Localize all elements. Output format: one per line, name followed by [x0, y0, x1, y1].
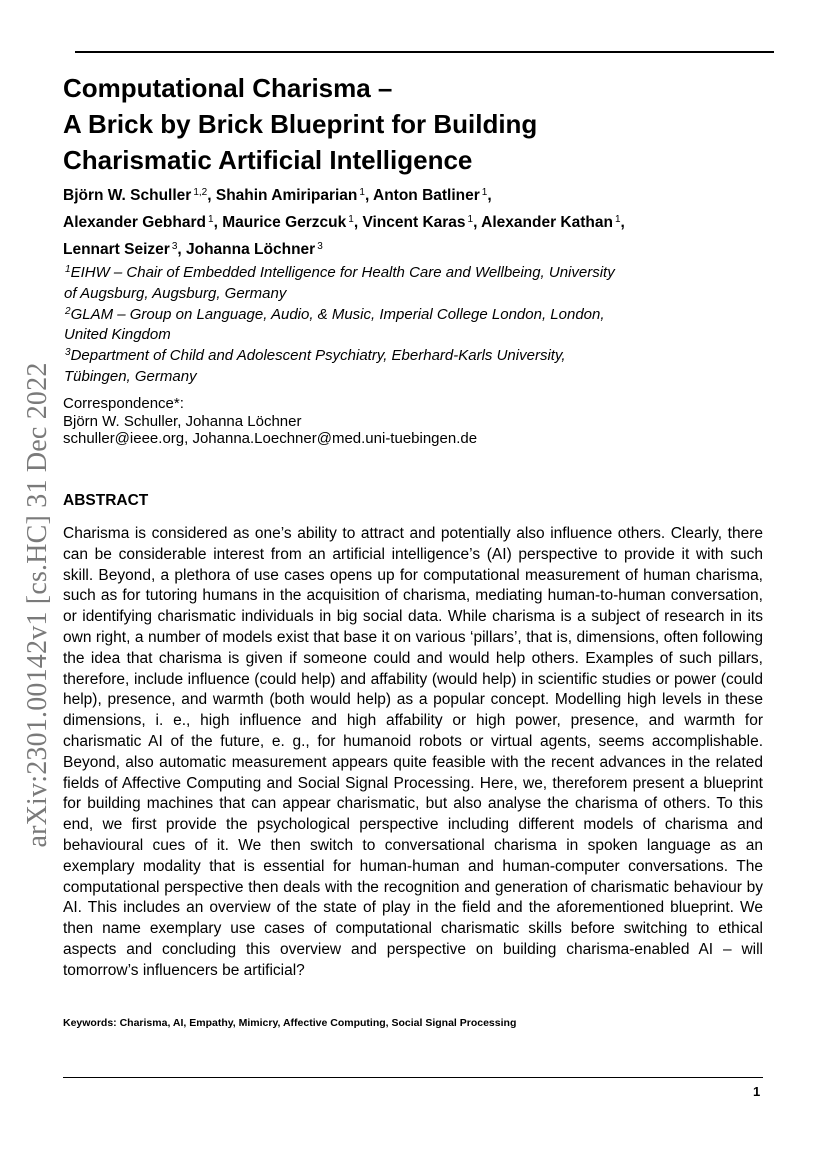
correspondence-label: Correspondence*:: [63, 395, 184, 412]
title-line-1: Computational Charisma –: [63, 73, 393, 103]
arxiv-stamp-text: arXiv:2301.00142v1 [cs.HC] 31 Dec 2022: [22, 362, 53, 848]
author-name: Maurice Gerzcuk: [222, 214, 347, 231]
footer-rule: [63, 1077, 763, 1078]
correspondence-emails: schuller@ieee.org, Johanna.Loechner@med.uni-tuebingen.de: [63, 430, 478, 447]
author-affil-mark: 3: [317, 241, 323, 252]
author-name: Alexander Gebhard: [63, 214, 206, 231]
author-name: Björn W. Schuller: [63, 187, 192, 204]
author-affil-mark: 1: [348, 214, 354, 225]
author-affil-mark: 3: [171, 241, 178, 252]
affiliation-number: 2: [65, 305, 71, 317]
title-line-2: A Brick by Brick Blueprint for Building: [63, 109, 538, 139]
author-affil-mark: 1: [614, 214, 621, 225]
author-affil-mark: 1: [467, 214, 474, 225]
author-name: Alexander Kathan: [481, 214, 613, 231]
author-name: Shahin Amiriparian: [215, 187, 358, 204]
paper-title: [63, 70, 763, 178]
author-affil-mark: 1: [359, 187, 365, 198]
author-affil-mark: 1: [481, 187, 488, 198]
correspondence-names: Björn W. Schuller, Johanna Löchner: [63, 412, 302, 430]
affiliation-1: $^1$EIHW – Chair of Embedded Intelligence for Health Care and Wellbeing, University of Augsburg, Augsburg, Germany: [64, 264, 615, 302]
author-name: Lennart Seizer: [63, 241, 170, 258]
author-affil-mark: 1,2: [193, 187, 208, 198]
affiliation-number: 1: [65, 264, 71, 275]
author-line-1: Björn W. Schuller $^{1,2}$, Shahin Amiriparian $^1$, Anton Batliner $^1$,: [63, 187, 492, 204]
author-name: Anton Batliner: [373, 187, 480, 204]
author-affil-mark: 1: [208, 214, 214, 225]
author-line-2: Alexander Gebhard $^1$, Maurice Gerzcuk $^1$, Vincent Karas $^1$, Alexander Kathan $^1$,: [63, 214, 625, 231]
author-line-3: Lennart Seizer $^3$, Johanna Löchner $^3$: [63, 241, 323, 258]
affiliations: [63, 263, 763, 388]
author-name: Johanna Löchner: [186, 241, 316, 258]
author-list: [63, 182, 773, 263]
title-line-3: Charismatic Artificial Intelligence: [63, 145, 473, 175]
keywords: Keywords: Charisma, AI, Empathy, Mimicry, Affective Computing, Social Signal Processing: [63, 1017, 517, 1029]
author-name: Vincent Karas: [362, 214, 466, 231]
affiliation-2: $^2$GLAM – Group on Language, Audio, & Music, Imperial College London, London, United Kingdom: [64, 305, 605, 344]
correspondence: [63, 395, 763, 448]
affiliation-number: 3: [65, 347, 71, 359]
page-number: 1: [753, 1084, 761, 1099]
abstract-body: Charisma is considered as one’s ability to attract and potentially also influence others. Clearly, there can be considerable interest from an artificial intelligence’s (AI) perspective to provide it with such skill. Beyond, a plethora of use cases opens up for computational measurement of human charisma, such as for tutoring humans in the acquisition of charisma, mediating human-to-human conversation, or identifying charismatic individuals in big social data. While charisma is a subject of research in its own right, a number of models exist that base it on various ‘pillars’, that is, dimensions, often following the idea that charisma is given if someone could and would help others. Examples of such pillars, therefore, include influence (could help) and affability (would help) in scientific studies or power (could help), presence, and warmth (both would help) as a popular concept. Modelling high levels in these dimensions, i. e., high influence and high affability or high power, presence, and warmth for charismatic AI of the future, e. g., for humanoid robots or virtual agents, seems accomplishable. Beyond, also automatic measurement appears quite feasible with the recent advances in the related fields of Affective Computing and Social Signal Processing. Here, we, thereforem present a blueprint for building machines that can appear charismatic, but also analyse the charisma of others. To this end, we first provide the psychological perspective including different models of charisma and behavioural cues of it. We then switch to conversational charisma in spoken language as an exemplary modality that is essential for human-human and human-computer conversations. The computational perspective then deals with the recognition and generation of charismatic behaviour by AI. This includes an overview of the state of play in the field and the aforementioned blueprint. We then name exemplary use cases of computational charismatic skills before switching to ethical aspects and concluding this overview and perspective on building charisma-enabled AI – will tomorrow’s influencers be artificial?: [63, 525, 763, 979]
affiliation-3: $^3$Department of Child and Adolescent Psychiatry, Eberhard-Karls University, Tübingen, Germany: [64, 347, 566, 385]
abstract-heading: ABSTRACT: [63, 492, 149, 509]
top-rule: [75, 51, 774, 53]
